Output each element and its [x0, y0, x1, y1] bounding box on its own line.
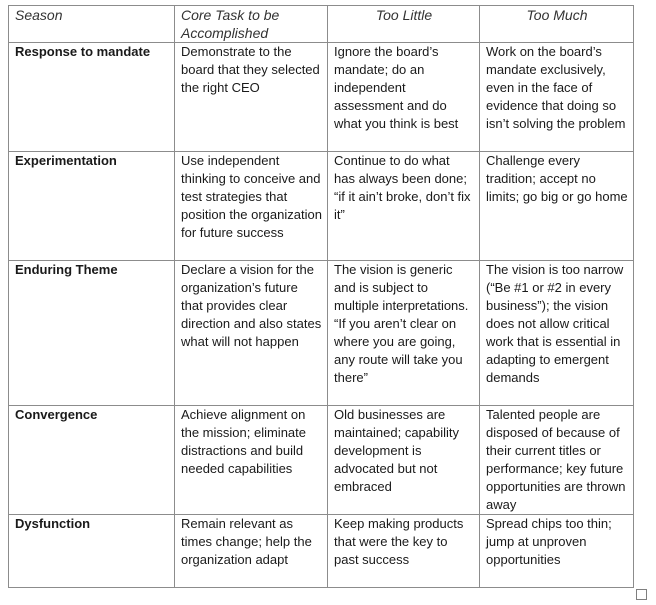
- too-much-cell: The vision is too narrow (“Be #1 or #2 in every business”); the vision does not allow critical work that is essential in adapting to emergent demands: [480, 261, 634, 406]
- season-cell: Dysfunction: [9, 515, 175, 588]
- table-row: [9, 152, 634, 261]
- too-little-cell: Ignore the board’s mandate; do an independent assessment and do what you think is best: [328, 43, 480, 152]
- core-task-cell: Use independent thinking to conceive and test strategies that position the organization for future success: [175, 152, 328, 261]
- table-row: [9, 515, 634, 588]
- too-much-cell: Spread chips too thin; jump at unproven opportunities: [480, 515, 634, 588]
- season-cell: Convergence: [9, 406, 175, 515]
- table-row: [9, 261, 634, 406]
- too-little-cell: Old businesses are maintained; capability development is advocated but not embraced: [328, 406, 480, 515]
- header-row: [9, 6, 634, 43]
- header-too-much: Too Much: [480, 6, 634, 43]
- core-task-cell: Demonstrate to the board that they selected the right CEO: [175, 43, 328, 152]
- table-row: [9, 406, 634, 515]
- core-task-cell: Achieve alignment on the mission; eliminate distractions and build needed capabilities: [175, 406, 328, 515]
- seasons-table: [8, 5, 634, 588]
- core-task-cell: Declare a vision for the organization’s future that provides clear direction and also states what will not happen: [175, 261, 328, 406]
- header-too-little: Too Little: [328, 6, 480, 43]
- header-core-task: Core Task to be Accomplished: [175, 6, 328, 43]
- too-little-cell: Keep making products that were the key to past success: [328, 515, 480, 588]
- season-cell: Response to mandate: [9, 43, 175, 152]
- too-little-cell: Continue to do what has always been done; “if it ain’t broke, don’t fix it”: [328, 152, 480, 261]
- core-task-cell: Remain relevant as times change; help the organization adapt: [175, 515, 328, 588]
- too-much-cell: Work on the board’s mandate exclusively, even in the face of evidence that doing so isn’t solving the problem: [480, 43, 634, 152]
- season-cell: Enduring Theme: [9, 261, 175, 406]
- too-much-cell: Talented people are disposed of because of their current titles or performance; key future opportunities are thrown away: [480, 406, 634, 515]
- header-season: Season: [9, 6, 175, 43]
- too-little-cell: The vision is generic and is subject to multiple interpretations. “If you aren’t clear on where you are going, any route will take you there”: [328, 261, 480, 406]
- table-resize-handle[interactable]: [636, 589, 647, 600]
- table-row: [9, 43, 634, 152]
- season-cell: Experimentation: [9, 152, 175, 261]
- too-much-cell: Challenge every tradition; accept no limits; go big or go home: [480, 152, 634, 261]
